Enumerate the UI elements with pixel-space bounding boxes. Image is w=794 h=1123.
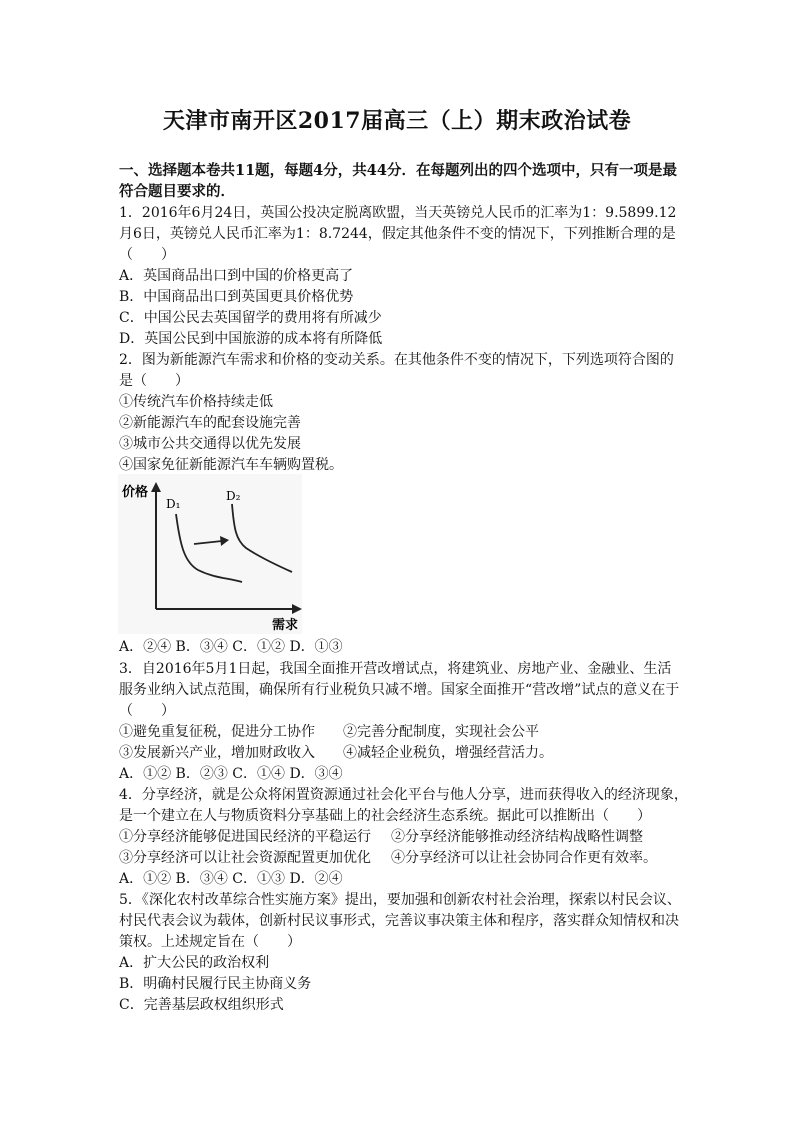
exam-title: 天津市南开区2017届高三（上）期末政治试卷 [162, 108, 632, 134]
q5-option-b: B．明确村民履行民主协商义务 [119, 976, 312, 992]
q5-stem-line2: 村民代表会议为载体，创新村民议事形式，完善议事决策主体和程序，落实群众知情权和决 [119, 913, 679, 929]
q1-stem-line1: 1．2016年6月24日，英国公投决定脱离欧盟，当天英镑兑人民币的汇率为1：9.5899.12 [119, 205, 677, 221]
q1-option-b: B．中国商品出口到英国更具价格优势 [119, 289, 354, 305]
q4-stem-line1: 4．分享经济，就是公众将闲置资源通过社会化平台与他人分享，进而获得收入的经济现象， [119, 787, 688, 803]
q3-stem-line1: 3．自2016年5月1日起，我国全面推开营改增试点，将建筑业、房地产业、金融业、生活 [119, 661, 672, 677]
q5-option-c: C．完善基层政权组织形式 [119, 997, 284, 1013]
q4-items-row1 [119, 827, 643, 848]
q3-stem-line2: 服务业纳入试点范围，确保所有行业税负只减不增。国家全面推开“营改增”试点的意义在于 [119, 682, 680, 698]
q2-item-1: ①传统汽车价格持续走低 [119, 394, 273, 410]
y-axis-label: 价格 [122, 485, 149, 500]
q3-item-2: ②完善分配制度，实现社会公平 [343, 724, 539, 740]
q2-stem-line2: 是（ ） [119, 373, 189, 389]
q3-items-row2 [119, 743, 553, 764]
q5-stem-line1: 5．《深化农村改革综合性实施方案》提出，要加强和创新农村社会治理，探索以村民会议、 [119, 892, 681, 908]
q2-stem-line1: 2．图为新能源汽车需求和价格的变动关系。在其他条件不变的情况下，下列选项符合图的 [119, 352, 674, 368]
q4-item-4: ④分享经济可以让社会协同合作更有效率。 [391, 850, 657, 866]
curve-d2-label: D₂ [226, 489, 241, 503]
q1-stem-line2: 月6日，英镑兑人民币汇率为1：8.7244，假定其他条件不变的情况下，下列推断合理的是 [119, 226, 676, 242]
q4-stem-line2: 是一个建立在人与物质资料分享基础上的社会经济生态系统。据此可以推断出（ ） [119, 808, 651, 824]
q5-option-a: A．扩大公民的政治权利 [119, 955, 270, 971]
section-heading-line2: 符合题目要求的． [119, 183, 235, 200]
q3-stem-line3: （ ） [119, 703, 175, 719]
q4-item-2: ②分享经济能够推动经济结构战略性调整 [391, 829, 643, 845]
q2-item-3: ③城市公共交通得以优先发展 [119, 436, 301, 452]
q3-item-1: ①避免重复征税，促进分工协作 [119, 724, 315, 740]
q4-item-1: ①分享经济能够促进国民经济的平稳运行 [119, 829, 371, 845]
q2-item-4: ④国家免征新能源汽车车辆购置税。 [119, 457, 343, 473]
q2-item-2: ②新能源汽车的配套设施完善 [119, 415, 301, 431]
curve-d1-label: D₁ [166, 497, 181, 511]
q1-stem-line3: （ ） [119, 247, 175, 263]
q1-option-d: D．英国公民到中国旅游的成本将有所降低 [119, 331, 383, 347]
q3-item-3: ③发展新兴产业，增加财政收入 [119, 745, 315, 761]
demand-price-graph [118, 474, 302, 634]
q1-option-c: C．中国公民去英国留学的费用将有所减少 [119, 310, 382, 326]
q3-items-row1 [119, 722, 539, 743]
section-heading-line1: 一、选择题本卷共11题，每题4分，共44分．在每题列出的四个选项中，只有一项是最 [119, 162, 677, 179]
q3-item-4: ④减轻企业税负，增强经营活力。 [343, 745, 553, 761]
q4-items-row2 [119, 848, 657, 869]
q5-stem-line3: 策权。上述规定旨在（ ） [119, 934, 301, 950]
q4-item-3: ③分享经济可以让社会资源配置更加优化 [119, 850, 371, 866]
q2-answers: A．②④ B．③④ C．①② D．①③ [119, 639, 343, 655]
x-axis-label: 需求 [272, 618, 299, 633]
q1-option-a: A．英国商品出口到中国的价格更高了 [119, 268, 354, 284]
q4-answers: A．①② B．③④ C．①③ D．②④ [119, 871, 343, 887]
q3-answers: A．①② B．②③ C．①④ D．③④ [119, 766, 343, 782]
